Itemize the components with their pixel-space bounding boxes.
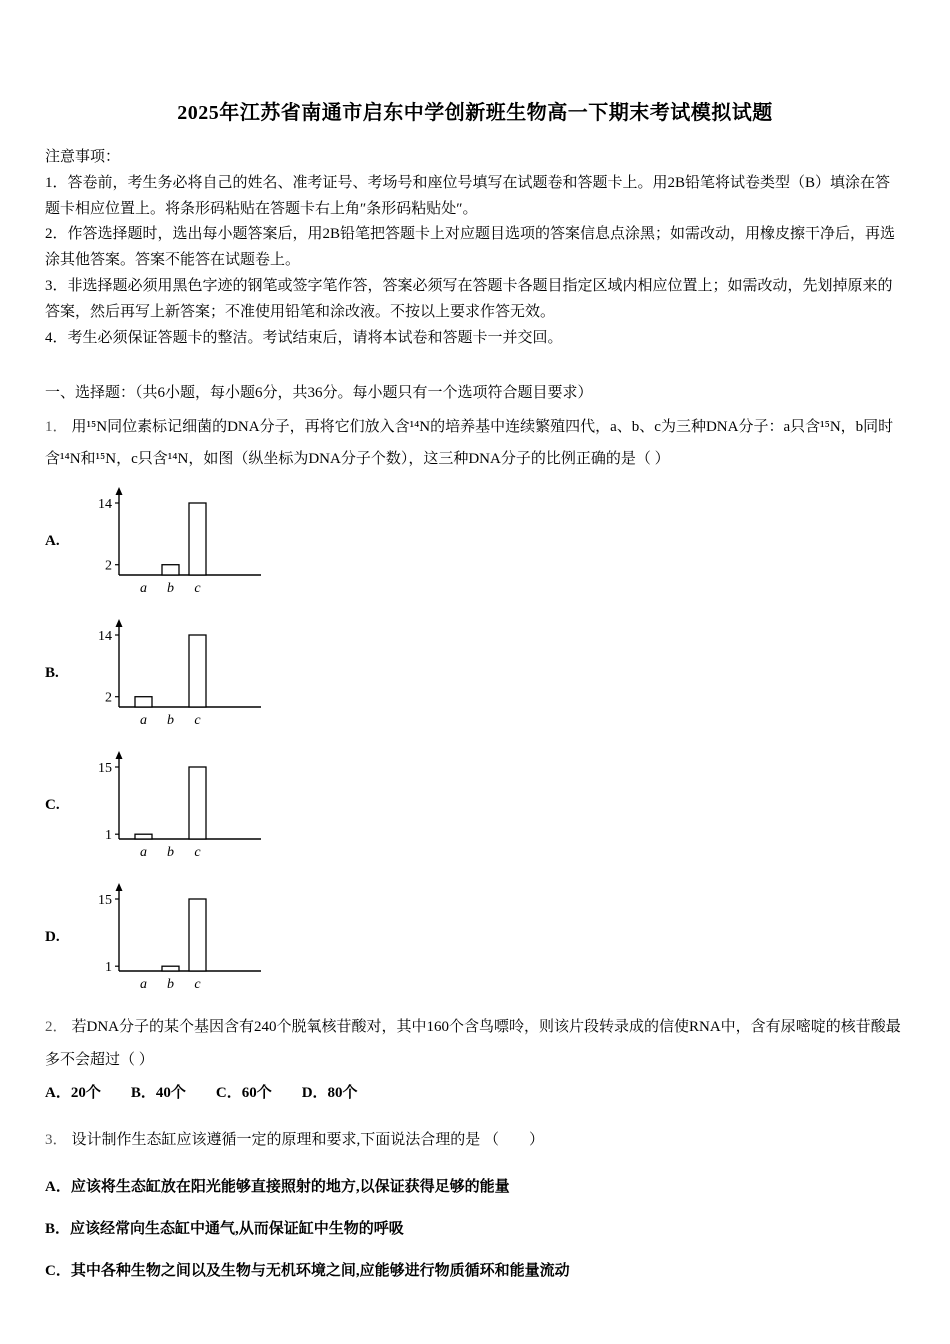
- option-c: C．60个: [215, 1084, 272, 1101]
- notice-heading: 注意事项：: [45, 149, 121, 165]
- bar-chart-option-b: [81, 615, 291, 731]
- option-b: B．40个: [130, 1084, 186, 1101]
- question-1-text: 用¹⁵N同位素标记细菌的DNA分子，再将它们放入含¹⁴N的培养基中连续繁殖四代，a、b、c为三种DNA分子：a只含¹⁵N，b同时含¹⁴N和¹⁵N，c只含¹⁴N，如图（纵坐标为DNA分子个数），这三种DNA分子的比例正确的是（ ）: [45, 418, 894, 468]
- option-letter: D.: [45, 928, 60, 945]
- svg-text:b: b: [167, 581, 174, 597]
- option-a: A．20个: [45, 1084, 101, 1101]
- svg-text:c: c: [194, 713, 201, 729]
- svg-text:a: a: [140, 713, 147, 729]
- question-1-number: 1．: [45, 418, 68, 435]
- svg-text:2: 2: [105, 559, 112, 575]
- chart-option-row: [45, 615, 905, 731]
- question-2-text: 若DNA分子的某个基因含有240个脱氧核苷酸对，其中160个含鸟嘌呤，则该片段转录成的信使RNA中，含有尿嘧啶的核苷酸最多不会超过（ ）: [45, 1019, 901, 1068]
- question-3-option-c: C．其中各种生物之间以及生物与无机环境之间,应能够进行物质循环和能量流动: [45, 1262, 570, 1279]
- question-1: [45, 411, 905, 476]
- bar-chart-option-a: [81, 483, 291, 599]
- notice-item: 4．考生必须保证答题卡的整洁。考试结束后，请将本试卷和答题卡一并交回。: [45, 329, 563, 346]
- option-letter: A.: [45, 532, 60, 549]
- svg-text:1: 1: [105, 960, 112, 976]
- question-3: [45, 1124, 905, 1156]
- option-letter: C.: [45, 796, 60, 813]
- svg-text:a: a: [140, 581, 147, 597]
- svg-text:a: a: [140, 977, 147, 993]
- chart-option-row: [45, 747, 905, 863]
- svg-text:15: 15: [98, 761, 112, 777]
- chart-option-row: [45, 483, 905, 599]
- svg-text:b: b: [167, 977, 174, 993]
- svg-text:14: 14: [98, 629, 112, 645]
- svg-text:2: 2: [105, 691, 112, 707]
- svg-text:1: 1: [105, 828, 112, 844]
- svg-text:c: c: [194, 845, 201, 861]
- question-3-option-a: A．应该将生态缸放在阳光能够直接照射的地方,以保证获得足够的能量: [45, 1178, 510, 1195]
- bar-chart-option-c: [81, 747, 291, 863]
- question-2-number: 2．: [45, 1019, 68, 1036]
- option-d: D．80个: [301, 1084, 358, 1101]
- option-letter: B.: [45, 664, 59, 681]
- page-title: 2025年江苏省南通市启东中学创新班生物高一下期末考试模拟试题: [177, 102, 773, 124]
- chart-option-row: [45, 879, 905, 995]
- question-3-text: 设计制作生态缸应该遵循一定的原理和要求,下面说法合理的是 （ ）: [71, 1132, 545, 1149]
- section-heading: 一、选择题：（共6小题，每小题6分，共36分。每小题只有一个选项符合题目要求）: [45, 385, 593, 402]
- question-2-options: [45, 1078, 905, 1110]
- question-3-number: 3．: [45, 1132, 68, 1149]
- svg-text:a: a: [140, 845, 147, 861]
- notice-item: 3．非选择题必须用黑色字迹的钢笔或签字笔作答，答案必须写在答题卡各题目指定区域内相应位置上；如需改动，先划掉原来的答案，然后再写上新答案；不准使用铅笔和涂改液。不按以上要求作答无效。: [45, 277, 893, 320]
- notice-section: [45, 145, 905, 351]
- bar-chart-option-d: [81, 879, 291, 995]
- svg-text:15: 15: [98, 893, 112, 909]
- svg-text:14: 14: [98, 497, 112, 513]
- notice-item: 1．答卷前，考生务必将自己的姓名、准考证号、考场号和座位号填写在试题卷和答题卡上。用2B铅笔将试卷类型（B）填涂在答题卡相应位置上。将条形码粘贴在答题卡右上角″条形码粘贴处″。: [45, 174, 891, 217]
- svg-text:c: c: [194, 581, 201, 597]
- question-3-option-b: B．应该经常向生态缸中通气,从而保证缸中生物的呼吸: [45, 1220, 404, 1237]
- svg-text:b: b: [167, 845, 174, 861]
- question-1-option-charts: [45, 483, 905, 995]
- svg-text:b: b: [167, 713, 174, 729]
- svg-text:c: c: [194, 977, 201, 993]
- notice-item: 2．作答选择题时，选出每小题答案后，用2B铅笔把答题卡上对应题目选项的答案信息点涂黑；如需改动，用橡皮擦干净后，再选涂其他答案。答案不能答在试题卷上。: [45, 226, 896, 269]
- question-2: [45, 1011, 905, 1076]
